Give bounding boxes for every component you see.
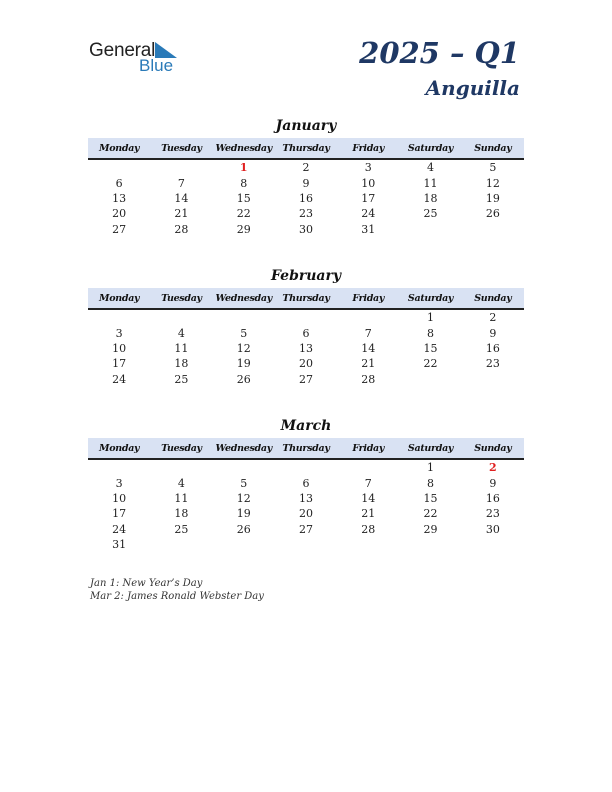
week-row [88,206,524,221]
day-cell: 9 [302,176,310,190]
day-cell: 25 [423,207,438,221]
day-cell: 1 [427,461,435,475]
weekday-header: Thursday [282,292,330,304]
day-cell: 27 [112,222,127,236]
day-cell: 15 [423,491,438,505]
day-cell: 11 [174,491,189,505]
day-cell: 20 [298,357,313,371]
weekday-header: Wednesday [215,292,272,304]
day-cell: 23 [485,507,500,521]
day-cell: 8 [427,326,435,340]
day-cell: 18 [174,507,189,521]
weekday-header: Saturday [407,142,454,154]
weekday-header: Sunday [474,142,512,154]
day-cell: 8 [427,476,435,490]
day-cell: 22 [423,507,438,521]
week-row [88,191,524,206]
day-cell: 4 [177,476,185,490]
page-title: 2025 – Q1 [359,36,520,70]
month-march [88,416,524,552]
week-row [88,310,524,325]
day-cell: 14 [361,341,376,355]
weekday-header: Friday [352,442,385,454]
week-row [88,175,524,190]
day-cell: 19 [236,357,251,371]
logo-word-general: General [89,40,156,61]
day-cell: 9 [489,326,497,340]
weekday-header: Tuesday [161,442,202,454]
day-cell: 21 [361,507,376,521]
weekday-header: Monday [99,442,140,454]
day-cell: 28 [174,222,189,236]
day-cell: 29 [423,522,438,536]
holiday-notes [90,577,264,603]
day-cell: 2 [489,461,497,475]
holiday-note: Jan 1: New Year’s Day [90,578,203,589]
weekday-header: Monday [99,292,140,304]
day-cell: 3 [115,326,123,340]
day-cell: 14 [174,191,189,205]
day-cell: 16 [485,341,500,355]
day-cell: 17 [112,357,127,371]
day-cell: 19 [485,191,500,205]
day-cell: 22 [423,357,438,371]
day-cell: 17 [112,507,127,521]
day-cell: 13 [298,491,313,505]
day-cell: 17 [361,191,376,205]
day-cell: 6 [302,326,310,340]
day-cell: 15 [236,191,251,205]
day-cell: 1 [239,161,248,175]
day-cell: 23 [298,207,313,221]
day-cell: 25 [174,522,189,536]
weekday-header: Thursday [282,142,330,154]
day-cell: 2 [489,311,497,325]
day-cell: 12 [236,491,251,505]
week-row [88,460,524,475]
day-cell: 18 [174,357,189,371]
week-row [88,537,524,552]
week-row [88,356,524,371]
day-cell: 5 [489,161,497,175]
day-cell: 24 [112,372,127,386]
day-cell: 4 [427,161,435,175]
weekday-header: Saturday [407,292,454,304]
day-cell: 23 [485,357,500,371]
day-cell: 25 [174,372,189,386]
day-cell: 19 [236,507,251,521]
day-cell: 12 [485,176,500,190]
weekday-header: Tuesday [161,142,202,154]
day-cell: 24 [361,207,376,221]
day-cell: 21 [361,357,376,371]
day-cell: 14 [361,491,376,505]
week-row [88,372,524,387]
day-cell: 26 [236,522,251,536]
month-name: January [275,118,337,134]
day-cell: 7 [177,176,185,190]
weekday-header: Sunday [474,292,512,304]
day-cell: 21 [174,207,189,221]
day-cell: 5 [240,326,248,340]
weekday-header: Saturday [407,442,454,454]
weekday-header: Thursday [282,442,330,454]
day-cell: 8 [240,176,248,190]
day-cell: 28 [361,372,376,386]
weekday-header: Wednesday [215,442,272,454]
day-cell: 31 [361,222,376,236]
weekday-header: Monday [99,142,140,154]
week-row [88,522,524,537]
day-cell: 13 [112,191,127,205]
weekday-header: Sunday [474,442,512,454]
day-cell: 20 [112,207,127,221]
day-cell: 10 [112,491,127,505]
week-row [88,325,524,340]
week-row [88,506,524,521]
week-row [88,341,524,356]
day-cell: 3 [364,161,372,175]
weekday-header: Friday [352,142,385,154]
day-cell: 9 [489,476,497,490]
day-cell: 11 [423,176,438,190]
logo-word-blue: Blue [139,56,174,75]
day-cell: 5 [240,476,248,490]
week-row [88,160,524,175]
weekday-header: Friday [352,292,385,304]
week-row [88,475,524,490]
month-february [88,266,524,387]
weekday-header: Wednesday [215,142,272,154]
day-cell: 16 [485,491,500,505]
day-cell: 2 [302,161,310,175]
weekday-header-row [88,138,524,160]
day-cell: 7 [364,326,372,340]
day-cell: 27 [298,372,313,386]
day-cell: 24 [112,522,127,536]
month-january [88,116,524,237]
month-name: March [280,418,332,434]
day-cell: 7 [364,476,372,490]
day-cell: 18 [423,191,438,205]
day-cell: 6 [302,476,310,490]
logo [89,40,189,80]
day-cell: 22 [236,207,251,221]
day-cell: 3 [115,476,123,490]
day-cell: 20 [298,507,313,521]
weekday-header-row [88,438,524,460]
day-cell: 13 [298,341,313,355]
day-cell: 10 [112,341,127,355]
day-cell: 16 [298,191,313,205]
day-cell: 4 [177,326,185,340]
day-cell: 30 [298,222,313,236]
day-cell: 6 [115,176,123,190]
week-row [88,222,524,237]
week-row [88,491,524,506]
holiday-note: Mar 2: James Ronald Webster Day [90,591,264,602]
day-cell: 26 [236,372,251,386]
day-cell: 31 [112,538,127,552]
day-cell: 30 [485,522,500,536]
day-cell: 12 [236,341,251,355]
day-cell: 28 [361,522,376,536]
day-cell: 1 [427,311,435,325]
weekday-header: Tuesday [161,292,202,304]
day-cell: 26 [485,207,500,221]
month-name: February [270,268,341,284]
day-cell: 15 [423,341,438,355]
day-cell: 10 [361,176,376,190]
weekday-header-row [88,288,524,310]
country-name: Anguilla [425,76,520,100]
day-cell: 29 [236,222,251,236]
day-cell: 27 [298,522,313,536]
day-cell: 11 [174,341,189,355]
